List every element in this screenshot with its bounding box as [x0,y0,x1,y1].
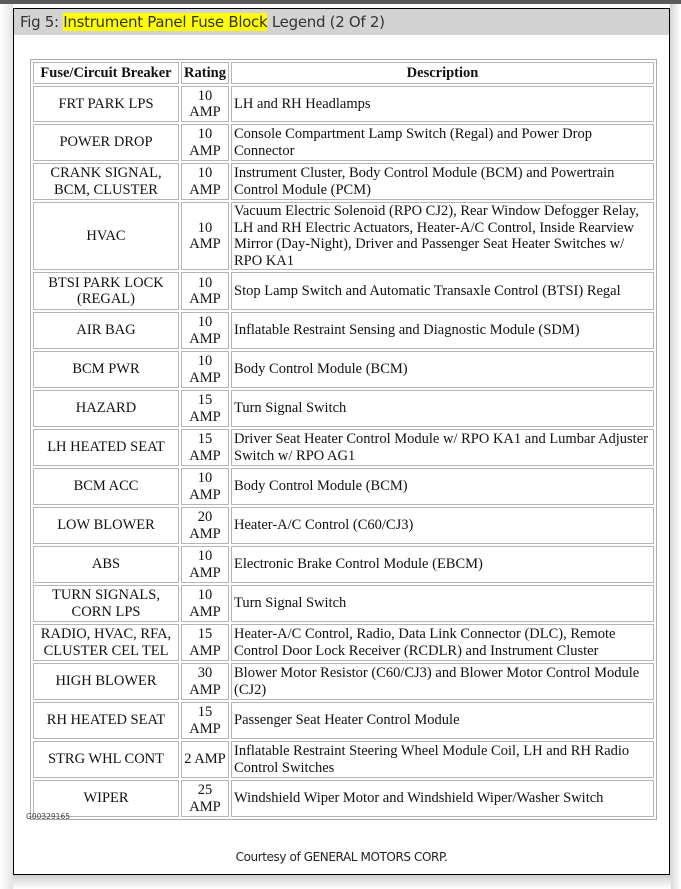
fuse-cell: BCM ACC [33,468,179,505]
table-row [33,86,654,122]
fuse-cell: WIPER [33,780,179,817]
fuse-cell: RADIO, HVAC, RFA, CLUSTER CEL TEL [33,624,179,661]
fuse-cell: AIR BAG [33,312,179,349]
fuse-cell: ABS [33,546,179,583]
description-cell: Heater-A/C Control (C60/CJ3) [231,507,654,544]
fuse-cell: LH HEATED SEAT [33,429,179,466]
frame-shadow-left [0,4,13,889]
table-row [33,585,654,622]
rating-cell: 10 AMP [181,312,229,349]
table-row [33,702,654,739]
description-cell: Turn Signal Switch [231,390,654,427]
fuse-cell: HIGH BLOWER [33,663,179,700]
courtesy-credit: Courtesy of GENERAL MOTORS CORP. [235,850,448,864]
table-row [33,780,654,817]
rating-cell: 15 AMP [181,390,229,427]
description-cell: Driver Seat Heater Control Module w/ RPO KA1 and Lumbar Adjuster Switch w/ RPO AG1 [231,429,654,466]
table-row [33,272,654,310]
rating-cell: 10 AMP [181,202,229,270]
table-row [33,202,654,270]
title-highlight: Instrument Panel Fuse Block [63,13,268,31]
rating-cell: 10 AMP [181,546,229,583]
fuse-cell: BTSI PARK LOCK (REGAL) [33,272,179,310]
fuse-cell: LOW BLOWER [33,507,179,544]
title-suffix: Legend (2 Of 2) [267,13,385,31]
rating-cell: 10 AMP [181,272,229,310]
rating-cell: 10 AMP [181,468,229,505]
rating-cell: 10 AMP [181,163,229,200]
table-row [33,507,654,544]
description-cell: Passenger Seat Heater Control Module [231,702,654,739]
rating-cell: 15 AMP [181,702,229,739]
table-row [33,312,654,349]
rating-cell: 2 AMP [181,741,229,778]
description-cell: Instrument Cluster, Body Control Module (BCM) and Powertrain Control Module (PCM) [231,163,654,200]
title-prefix: Fig 5: [20,13,64,31]
table-row [33,546,654,583]
table-row [33,663,654,700]
table-header-row [33,62,654,84]
rating-cell: 25 AMP [181,780,229,817]
fuse-cell: HAZARD [33,390,179,427]
fuse-cell: POWER DROP [33,124,179,161]
table-row [33,624,654,661]
rating-cell: 10 AMP [181,86,229,122]
frame-shadow-right [670,4,681,889]
rating-cell: 15 AMP [181,624,229,661]
table-row [33,163,654,200]
figure-title [14,9,669,35]
description-cell: Vacuum Electric Solenoid (RPO CJ2), Rear Window Defogger Relay, LH and RH Electric Actuators, Heater-A/C Control, Inside Rearview Mirror (Day-Night), Driver and Passenger Seat Heater Switches w/ RPO KA1 [231,202,654,270]
header-rating: Rating [181,62,229,84]
description-cell: Electronic Brake Control Module (EBCM) [231,546,654,583]
table-row [33,390,654,427]
frame-shadow-bottom [13,875,671,889]
description-cell: Windshield Wiper Motor and Windshield Wiper/Washer Switch [231,780,654,817]
description-cell: Inflatable Restraint Steering Wheel Module Coil, LH and RH Radio Control Switches [231,741,654,778]
fuse-cell: FRT PARK LPS [33,86,179,122]
table-row [33,468,654,505]
description-cell: Body Control Module (BCM) [231,468,654,505]
rating-cell: 10 AMP [181,124,229,161]
header-fuse: Fuse/Circuit Breaker [33,62,179,84]
description-cell: Heater-A/C Control, Radio, Data Link Connector (DLC), Remote Control Door Lock Receiver (RCDLR) and Instrument Cluster [231,624,654,661]
rating-cell: 20 AMP [181,507,229,544]
fuse-legend-table [30,59,657,820]
description-cell: Stop Lamp Switch and Automatic Transaxle Control (BTSI) Regal [231,272,654,310]
table-row [33,429,654,466]
fuse-cell: HVAC [33,202,179,270]
table-body [33,86,654,817]
description-cell: Blower Motor Resistor (C60/CJ3) and Blower Motor Control Module (CJ2) [231,663,654,700]
table-row [33,741,654,778]
figure-id: G00329165 [26,812,70,821]
description-cell: Body Control Module (BCM) [231,351,654,388]
fuse-cell: TURN SIGNALS, CORN LPS [33,585,179,622]
rating-cell: 15 AMP [181,429,229,466]
fuse-cell: BCM PWR [33,351,179,388]
description-cell: LH and RH Headlamps [231,86,654,122]
fuse-cell: STRG WHL CONT [33,741,179,778]
window-top-bar [0,0,681,4]
figure-frame [13,8,670,875]
table-row [33,351,654,388]
description-cell: Console Compartment Lamp Switch (Regal) and Power Drop Connector [231,124,654,161]
description-cell: Inflatable Restraint Sensing and Diagnostic Module (SDM) [231,312,654,349]
fuse-cell: CRANK SIGNAL, BCM, CLUSTER [33,163,179,200]
description-cell: Turn Signal Switch [231,585,654,622]
rating-cell: 10 AMP [181,351,229,388]
rating-cell: 10 AMP [181,585,229,622]
header-description: Description [231,62,654,84]
table-row [33,124,654,161]
fuse-cell: RH HEATED SEAT [33,702,179,739]
rating-cell: 30 AMP [181,663,229,700]
